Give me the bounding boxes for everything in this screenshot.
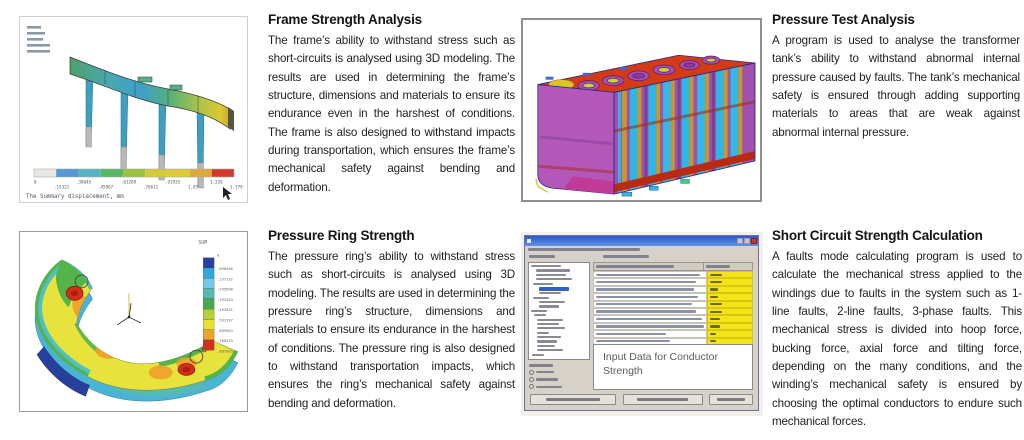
- displacement-colorbar: [34, 169, 243, 190]
- table-panel-label: [603, 255, 649, 258]
- tree-item: [532, 354, 544, 356]
- tree-item: [537, 345, 555, 347]
- dialog-titlebar: [525, 236, 758, 246]
- svg-text:.098566: .098566: [217, 267, 233, 272]
- radio-button: [529, 384, 534, 389]
- svg-text:.30645: .30645: [76, 179, 92, 185]
- frame-fea-plot: [20, 17, 247, 202]
- tree-panel-label: [529, 255, 555, 258]
- panel-title: Short Circuit Strength Calculation: [772, 228, 983, 243]
- tree-item: [537, 340, 557, 342]
- table-row: [593, 286, 753, 293]
- svg-text:1.379: 1.379: [230, 184, 243, 190]
- svg-text:.689963: .689963: [217, 328, 233, 333]
- panel-frame-strength: [268, 12, 515, 197]
- solver-header-textlines: [27, 26, 50, 53]
- legend-value-labels: [217, 254, 234, 354]
- parameters-table: [593, 262, 753, 345]
- panel-body: A faults mode calculating program is used to calculate the mechanical stress applied to the windings due to faults in the system such as 1-line faults, 2-line faults, 3-phase faults. This mechanical stress is divided into hoop force, bucking force, axial force and tilting force, depending on the many conditions, and the winding’s mechanical safety is ensured by choosing the optimal conductors to endure such mechanical forces.: [772, 250, 1022, 428]
- tree-item: [533, 297, 549, 299]
- tree-item: [537, 336, 561, 338]
- svg-text:.394264: .394264: [217, 297, 233, 302]
- close-icon: [751, 238, 757, 244]
- dialog-button: [530, 394, 616, 405]
- svg-text:1.226: 1.226: [210, 179, 223, 185]
- figure-dialog-screenshot: [521, 232, 763, 416]
- dialog-caption-textline: [528, 248, 640, 251]
- svg-text:.45967: .45967: [98, 184, 114, 190]
- table-row: [593, 301, 753, 308]
- svg-text:.15322: .15322: [54, 184, 70, 190]
- figure-caption: The Summary displacement, mm: [26, 194, 124, 200]
- conductor-strength-note: [593, 344, 753, 390]
- tree-item: [537, 323, 559, 325]
- window-icon: [527, 239, 531, 243]
- table-row: [593, 315, 753, 322]
- tree-item-selected: [539, 287, 569, 291]
- panel-title: Frame Strength Analysis: [268, 12, 422, 27]
- tree-item: [531, 265, 561, 267]
- tree-item: [531, 310, 547, 312]
- dialog-button: [709, 394, 753, 405]
- svg-text:.788529: .788529: [217, 339, 233, 344]
- tree-item: [536, 274, 566, 276]
- svg-text:.492831: .492831: [217, 308, 233, 313]
- table-row: [593, 323, 753, 330]
- table-row: [593, 278, 753, 285]
- tank-3d-model: [523, 20, 760, 200]
- frame-beam: [70, 57, 234, 131]
- colorbar-tick-labels: [34, 180, 243, 190]
- tree-item: [539, 305, 559, 307]
- tree-item: [539, 292, 561, 294]
- axis-triad-icon: [117, 293, 141, 325]
- figure-frame-fea: [19, 16, 248, 203]
- panel-title: Pressure Test Analysis: [772, 12, 915, 27]
- windings-dialog-window: [524, 235, 759, 411]
- svg-text:.76611: .76611: [143, 184, 159, 190]
- svg-text:.197132: .197132: [217, 277, 233, 282]
- table-row: [593, 271, 753, 278]
- table-row: [593, 308, 753, 315]
- type-of-cable-group: [529, 364, 589, 392]
- maximize-icon: [744, 238, 750, 244]
- radio-button: [529, 370, 534, 375]
- tree-item: [536, 269, 570, 271]
- panel-title: Pressure Ring Strength: [268, 228, 415, 243]
- dialog-button: [623, 394, 703, 405]
- panel-body: The frame’s ability to withstand stress such as short-circuits is analysed using 3D modeling. The results are used in determining the frame’s structure, dimensions and materials to ensure its endurance even in the harshest of conditions. The frame is also designed to withstand impacts during transportation, which ensures the frame’s mechanical safety against bending and deformation.: [268, 34, 515, 194]
- radio-button: [529, 377, 534, 382]
- svg-text:.887095: .887095: [217, 349, 233, 354]
- svg-text:.591397: .591397: [217, 318, 233, 323]
- tree-item: [537, 319, 563, 321]
- figure-ring-fea: [19, 231, 248, 412]
- svg-text:0: 0: [34, 179, 37, 185]
- table-row: [593, 330, 753, 337]
- contour-legend: [198, 240, 233, 353]
- svg-text:SUM: SUM: [198, 239, 208, 246]
- dialog-buttons-row: [525, 394, 758, 405]
- panel-short-circuit: [772, 228, 1022, 431]
- note-text: Input Data for Conductor Strength: [603, 351, 718, 377]
- tree-item: [533, 283, 553, 285]
- svg-text:0: 0: [217, 253, 220, 258]
- panel-body: A program is used to analyse the transformer tank’s ability to withstand abnormal internal pressure caused by faults. The tank’s mechanical safety is ensured through adding supporting materials to areas that are weak against abnormal internal pressure.: [772, 34, 1020, 139]
- tree-item: [539, 301, 565, 303]
- ring-contour-plot: [20, 232, 246, 410]
- tree-item: [537, 349, 563, 351]
- panel-body: The pressure ring’s ability to withstand stress such as short-circuits is analysed using 3D modeling. The results are used in determining the pressure ring’s structure, dimensions and materials to ensure its endurance in the harshest of conditions. The pressure ring is also designed to withstand transportation impacts, which ensures the ring’s mechanical safety against bending and deformation.: [268, 250, 515, 410]
- figure-tank-model: [521, 18, 762, 202]
- table-header-row: [593, 262, 753, 271]
- tree-item: [537, 327, 565, 329]
- tree-item: [537, 332, 549, 334]
- tank-left-face: [538, 85, 614, 195]
- svg-text:.295698: .295698: [217, 287, 233, 292]
- table-row: [593, 293, 753, 300]
- svg-text:1.07: 1.07: [188, 184, 199, 190]
- svg-text:.91933: .91933: [165, 179, 181, 185]
- minimize-icon: [737, 238, 743, 244]
- tree-item: [536, 278, 572, 280]
- tree-item: [534, 314, 546, 316]
- group-label: [529, 364, 553, 367]
- panel-pressure-ring: [268, 228, 515, 413]
- data-tree-panel: [528, 262, 590, 360]
- panel-pressure-test: [772, 12, 1020, 142]
- svg-text:.61289: .61289: [121, 179, 137, 185]
